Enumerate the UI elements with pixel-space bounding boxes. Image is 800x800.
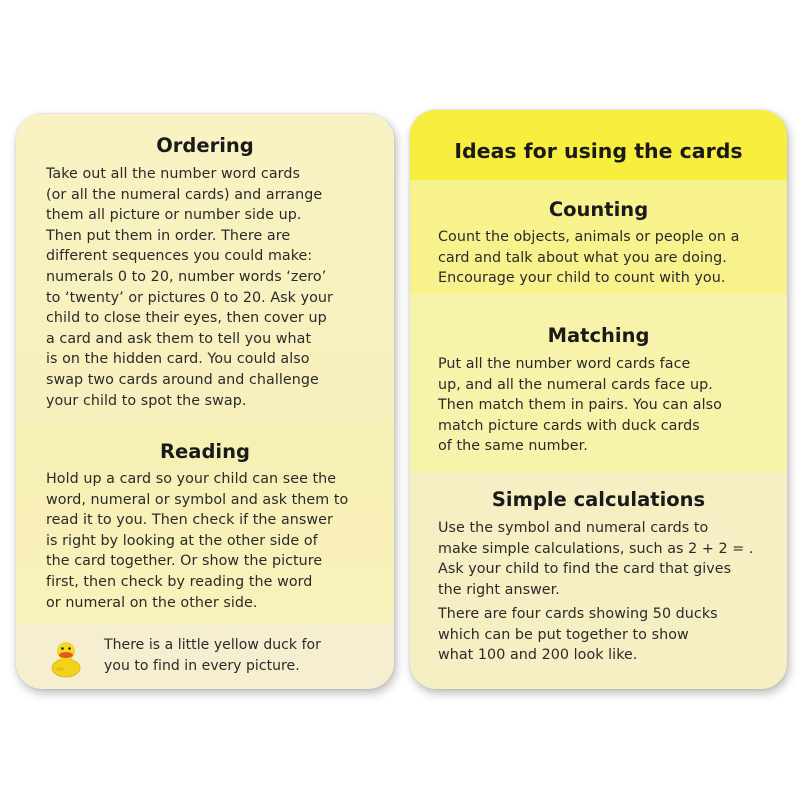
duck-icon — [50, 638, 82, 678]
matching-section — [410, 294, 787, 472]
matching-heading: Matching — [547, 324, 650, 347]
simple-calculations-heading: Simple calculations — [491, 488, 706, 511]
simple-calculations-section — [410, 472, 787, 689]
counting-heading: Counting — [548, 198, 649, 221]
duck-note-text: There is a little yellow duck for you to find in every picture. — [104, 637, 321, 674]
right-card — [410, 110, 787, 689]
left-card — [16, 114, 394, 689]
ordering-section — [16, 114, 394, 426]
reading-text: Hold up a card so your child can see the word, numeral or symbol and ask them to read it to you. Then check if the answer is right by looking at the other side of the card together. Or show the picture first, then check by reading the word or numeral on the other side. — [46, 471, 349, 611]
counting-section — [410, 180, 787, 294]
fifty-ducks-text: There are four cards showing 50 ducks which can be put together to show what 100 and 200 look like. — [438, 606, 718, 664]
reading-heading: Reading — [160, 440, 250, 463]
simple-calculations-text: Use the symbol and numeral cards to make simple calculations, such as 2 + 2 = . Ask your child to find the card that gives the right answer. — [438, 520, 754, 598]
counting-text: Count the objects, animals or people on a card and talk about what you are doing. Encourage your child to count with you. — [438, 229, 740, 287]
duck-note-section — [16, 624, 394, 689]
ordering-heading: Ordering — [156, 134, 254, 157]
ordering-text: Take out all the number word cards (or all the numeral cards) and arrange them all picture or number side up. Then put them in order. There are different sequences you could make: numerals 0 to 20, number words ‘zero’ to ‘twenty’ or pictures 0 to 20. Ask your child to close their eyes, then cover up a card and ask them to tell you what is on the hidden card. You could also swap two cards around and challenge your child to spot the swap. — [46, 166, 333, 409]
card-title: Ideas for using the cards — [454, 139, 743, 163]
reading-section — [16, 426, 394, 624]
ideas-title-section — [410, 110, 787, 180]
matching-text: Put all the number word cards face up, and all the numeral cards face up. Then match them in pairs. You can also match picture cards with duck cards of the same number. — [438, 356, 722, 455]
